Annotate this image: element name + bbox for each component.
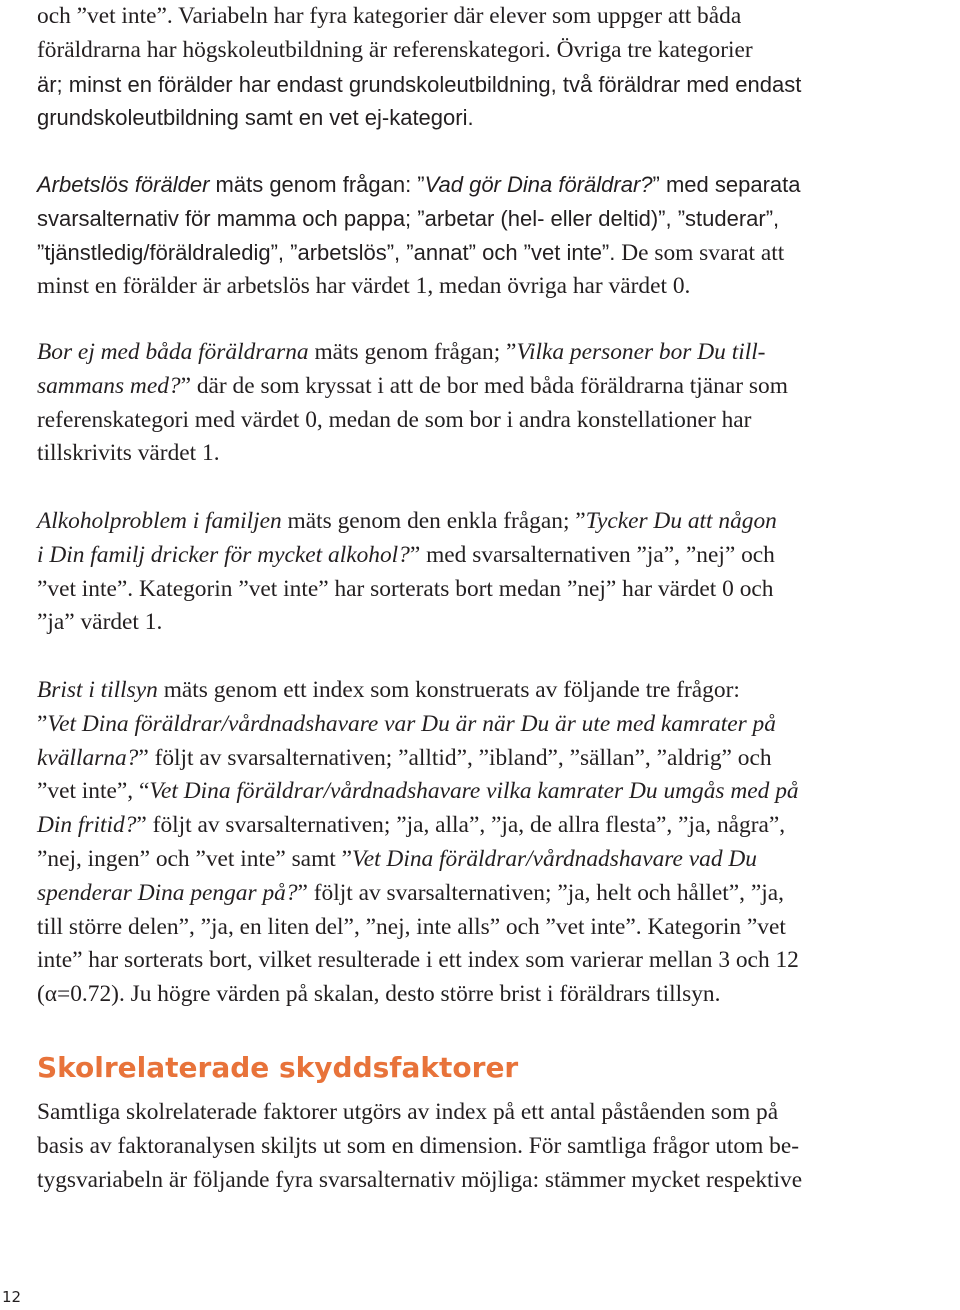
question-text: spenderar Dina pengar på? xyxy=(37,879,298,906)
text-line: tillskrivits värdet 1. xyxy=(37,440,220,467)
text-line: föräldrarna har högskoleutbildning är referenskategori. Övriga tre kategorier xyxy=(37,36,753,63)
text-line: inte” har sorterats bort, vilket resulterade i ett index som varierar mellan 3 och 12 xyxy=(37,947,799,974)
question-text: Vad gör Dina föräldrar? xyxy=(424,172,653,197)
paragraph-unemployed-parent: Arbetslös förälder mäts genom frågan: ”Vad gör Dina föräldrar?” med separata svarsalternativ för mamma och pappa; ”arbetar (hel- eller deltid)”, ”studerar”, ”tjänstledig/föräldraledig”, ”arbetslös”, ”annat” och ”vet inte”. De som svarat att minst en förälder är arbetslös har värdet 1, medan övriga har värdet 0. xyxy=(37,168,952,304)
question-text: sammans med? xyxy=(37,372,181,399)
term-label: Bor ej med båda föräldrarna xyxy=(37,339,309,365)
text-line: referenskategori med värdet 0, medan de som bor i andra konstellationer har xyxy=(37,406,752,433)
page-number: 12 xyxy=(2,1288,22,1306)
question-text: Vet Dina föräldrar/vårdnadshavare vad Du xyxy=(352,845,757,872)
text-line: grundskoleutbildning samt en vet ej-kategori. xyxy=(37,105,474,131)
question-text: Vet Dina föräldrar/vårdnadshavare vilka kamrater Du umgås med på xyxy=(149,778,799,805)
text-line: svarsalternativ för mamma och pappa; ”arbetar (hel- eller deltid)”, ”studerar”, xyxy=(37,205,780,231)
paragraph-education xyxy=(37,0,952,135)
term-label: Alkoholproblem i familjen xyxy=(37,508,282,534)
text-line: ”ja” värdet 1. xyxy=(37,609,163,636)
question-text: Din fritid? xyxy=(37,812,137,839)
paragraph-alcohol-problems: Alkoholproblem i familjen mäts genom den enkla frågan; ”Tycker Du att någon i Din familj dricker för mycket alkohol?” med svarsalternativen ”ja”, ”nej” och ”vet inte”. Kategorin ”vet inte” har sorterats bort medan ”nej” har värdet 0 och ”ja” värdet 1. xyxy=(37,505,952,640)
text-line: basis av faktoranalysen skiljts ut som en dimension. För samtliga frågor utom be- xyxy=(37,1132,800,1159)
question-text: Tycker Du att någon xyxy=(585,508,777,534)
question-text: i Din familj dricker för mycket alkohol? xyxy=(37,541,410,568)
question-text: Vet Dina föräldrar/vårdnadshavare var Du är när Du är ute med kamrater på xyxy=(47,710,776,737)
text-line: tygsvariabeln är följande fyra svarsalternativ möjliga: stämmer mycket respektive xyxy=(37,1166,803,1193)
term-label: Arbetslös förälder xyxy=(37,172,210,197)
paragraph-school-factors xyxy=(37,1096,952,1197)
paragraph-not-living-with-parents: Bor ej med båda föräldrarna mäts genom frågan; ”Vilka personer bor Du till- sammans med?” där de som kryssat i att de bor med båda föräldrarna tjänar som referenskategori med värdet 0, medan de som bor i andra konstellationer har tillskrivits värdet 1. xyxy=(37,336,952,471)
text-line: ”vet inte”. Kategorin ”vet inte” har sorterats bort medan ”nej” har värdet 0 och xyxy=(37,575,774,602)
text-line: är; minst en förälder har endast grundskoleutbildning, två föräldrar med endast xyxy=(37,71,802,97)
text-line: (α=0.72). Ju högre värden på skalan, desto större brist i föräldrars tillsyn. xyxy=(37,981,721,1008)
text-line: och ”vet inte”. Variabeln har fyra kategorier där elever som uppger att båda xyxy=(37,3,742,29)
section-heading: Skolrelaterade skyddsfaktorer xyxy=(37,1051,519,1084)
question-text: Vilka personer bor Du till- xyxy=(516,339,766,365)
text-line: Samtliga skolrelaterade faktorer utgörs av index på ett antal påståenden som på xyxy=(37,1099,779,1125)
question-text: kvällarna? xyxy=(37,744,139,771)
text-line: till större delen”, ”ja, en liten del”, ”nej, inte alls” och ”vet inte”. Kategorin ”vet xyxy=(37,913,786,940)
term-label: Brist i tillsyn xyxy=(37,677,158,703)
text-line: minst en förälder är arbetslös har värdet 1, medan övriga har värdet 0. xyxy=(37,273,691,300)
paragraph-lack-of-supervision: Brist i tillsyn mäts genom ett index som konstruerats av följande tre frågor: ”Vet Dina föräldrar/vårdnadshavare var Du är när Du är ute med kamrater på kvällarna?” följt av svarsalternativen; ”alltid”, ”ibland”, ”sällan”, ”aldrig” och ”vet inte”, “Vet Dina föräldrar/vårdnadshavare vilka kamrater Du umgås med på Din fritid?” följt av svarsalternativen; ”ja, alla”, ”ja, de allra flesta”, ”ja, några”, ”nej, ingen” och ”vet inte” samt ”Vet Dina föräldrar/vårdnadshavare vad Du spenderar Dina pengar på?” följt av svarsalternativen; ”ja, helt och hållet”, ”ja, till större delen”, ”ja, en liten del”, ”nej, inte alls” och ”vet inte”. Kategorin ”vet inte” har sorterats bort, vilket resulterade i ett index som varierar mellan 3 och 12 (α=0.72). Ju högre värden på skalan, desto större brist i föräldrars tillsyn. xyxy=(37,674,952,1012)
